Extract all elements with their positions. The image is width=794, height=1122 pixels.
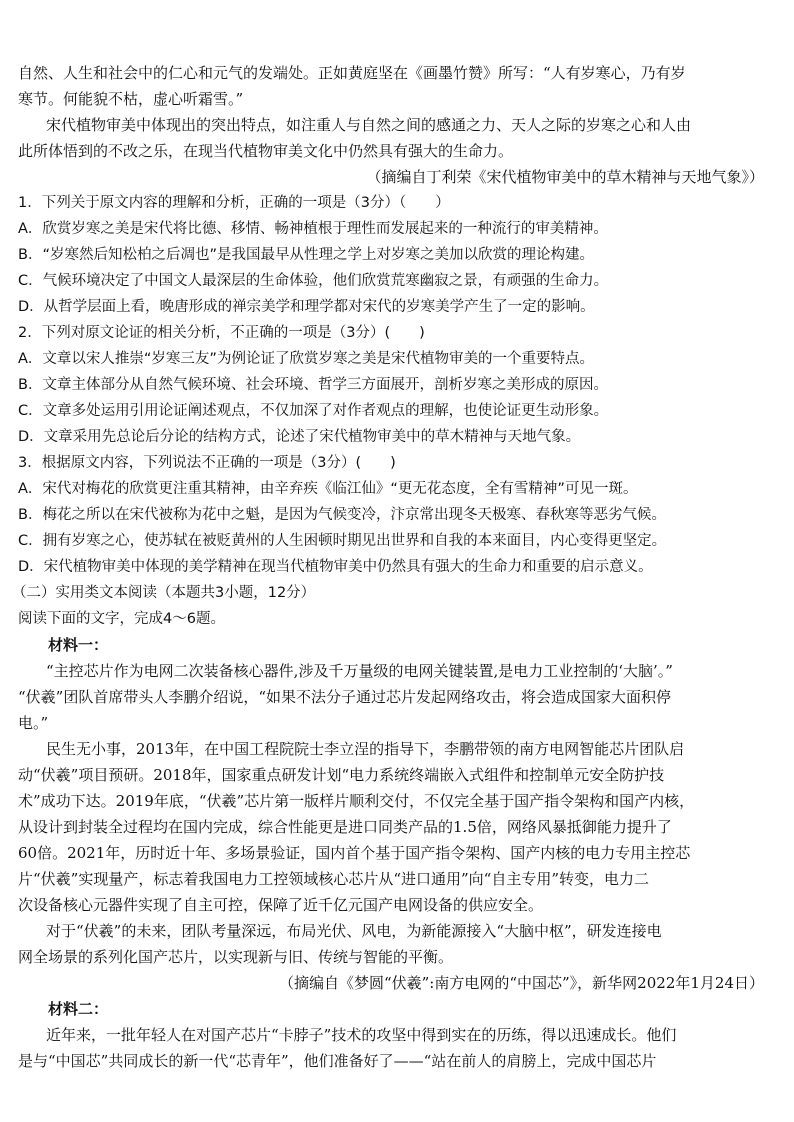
question-3-stem: 3．根据原文内容，下列说法不正确的一项是（3分）( ) [18,455,396,471]
material-2-heading: 材料二： [48,1000,109,1018]
question-3-option-a: A．宋代对梅花的欣赏更注重其精神，由辛弃疾《临江仙》“更无花态度，全有雪精神”可见一斑。 [18,481,638,497]
material-line: 从设计到封装全过程均在国内完成，综合性能更是进口同类产品的1.5倍，网络风暴抵御能力提升了 [18,818,672,836]
question-1-option-b: B．“岁寒然后知松柏之后凋也”是我国最早从性理之学上对岁寒之美加以欣赏的理论构建。 [18,247,594,263]
question-2-option-b: B．文章主体部分从自然气候环境、社会环境、哲学三方面展开，剖析岁寒之美形成的原因。 [18,377,608,393]
material-line: 动“伏羲”项目预研。2018年，国家重点研发计划“电力系统终端嵌入式组件和控制单元安全防护技 [18,766,665,784]
material-line: 电。” [18,714,49,732]
material-line: 60倍。2021年，历时近十年、多场景验证，国内首个基于国产指令架构、国产内核的电力专用主控芯 [18,844,691,862]
material-line: 术”成功下达。2019年底，“伏羲”芯片第一版样片顺利交付，不仅完全基于国产指令架构和国产内核， [18,792,695,810]
material-line: 是与“中国芯”共同成长的新一代“芯青年”，他们准备好了——“站在前人的肩膀上，完成中国芯片 [18,1052,657,1070]
question-2-option-d: D．文章采用先总论后分论的结构方式，论述了宋代植物审美中的草木精神与天地气象。 [18,429,581,445]
material-line: 网全场景的系列化国产芯片，以实现新与旧、传统与智能的平衡。 [18,948,454,966]
material-line: 片“伏羲”实现量产，标志着我国电力工控领域核心芯片从“进口通用”向“自主专用”转变，电力二 [18,870,650,888]
material-line: 民生无小事，2013年，在中国工程院院士李立浧的指导下，李鹏带领的南方电网智能芯片团队启 [46,740,685,758]
material-line: 次设备核心元器件实现了自主可控，保障了近千亿元国产电网设备的供应安全。 [18,896,544,914]
material-line: 近年来，一批年轻人在对国产芯片“卡脖子”技术的攻坚中得到实在的历练，得以迅速成长。他们 [46,1026,677,1044]
passage-line: 此所体悟到的不改之乐，在现当代植物审美文化中仍然具有强大的生命力。 [18,142,514,160]
question-1-stem: 1．下列关于原文内容的理解和分析，正确的一项是（3分）（ ） [18,195,450,211]
question-1-option-c: C．气候环境决定了中国文人最深层的生命体验，他们欣赏荒寒幽寂之景，有顽强的生命力。 [18,273,609,289]
passage-citation: （摘编自丁利荣《宋代植物审美中的草木精神与天地气象》） [366,168,764,186]
question-2-stem: 2．下列对原文论证的相关分析，不正确的一项是（3分）( ) [18,325,425,341]
question-3-option-d: D．宋代植物审美中体现的美学精神在现当代植物审美中仍然具有强大的生命力和重要的启示意义。 [18,559,653,575]
material-line: “主控芯片作为电网二次装备核心器件,涉及千万量级的电网关键装置,是电力工业控制的‘大脑’。” [46,662,673,680]
material-1-citation: （摘编自《梦圆“伏羲”:南方电网的“中国芯”》，新华网2022年1月24日） [278,974,764,992]
question-2-option-a: A．文章以宋人推崇“岁寒三友”为例论证了欣赏岁寒之美是宋代植物审美的一个重要特点。 [18,351,594,367]
section-title: （二）实用类文本阅读（本题共3小题，12分） [12,585,316,601]
question-1-option-d: D．从哲学层面上看，晚唐形成的禅宗美学和理学都对宋代的岁寒美学产生了一定的影响。 [18,299,595,315]
material-line: “伏羲”团队首席带头人李鹏介绍说，“如果不法分子通过芯片发起网络攻击，将会造成国家大面积停 [18,688,672,706]
passage-line: 宋代植物审美中体现出的突出特点，如注重人与自然之间的感通之力、天人之际的岁寒之心和人由 [46,116,692,134]
question-3-option-b: B．梅花之所以在宋代被称为花中之魁，是因为气候变冷，汴京常出现冬天极寒、春秋寒等恶劣气候。 [18,507,666,523]
question-3-option-c: C．拥有岁寒之心，使苏轼在被贬黄州的人生困顿时期见出世界和自我的本来面目，内心变得更坚定。 [18,533,667,549]
question-1-option-a: A．欣赏岁寒之美是宋代将比德、移情、畅神植根于理性而发展起来的一种流行的审美精神。 [18,221,608,237]
question-2-option-c: C．文章多处运用引用论证阐述观点，不仅加深了对作者观点的理解，也使论证更生动形象。 [18,403,609,419]
material-1-heading: 材料一： [48,636,109,654]
section-instruction: 阅读下面的文字，完成4～6题。 [18,611,225,627]
passage-line: 寒节。何能貌不枯，虚心听霜雪。” [18,90,244,108]
material-line: 对于“伏羲”的未来，团队考量深远，布局光伏、风电，为新能源接入“大脑中枢”，研发连接电 [46,922,662,940]
passage-line: 自然、人生和社会中的仁心和元气的发端处。正如黄庭坚在《画墨竹赞》所写：“人有岁寒心，乃有岁 [18,64,686,82]
